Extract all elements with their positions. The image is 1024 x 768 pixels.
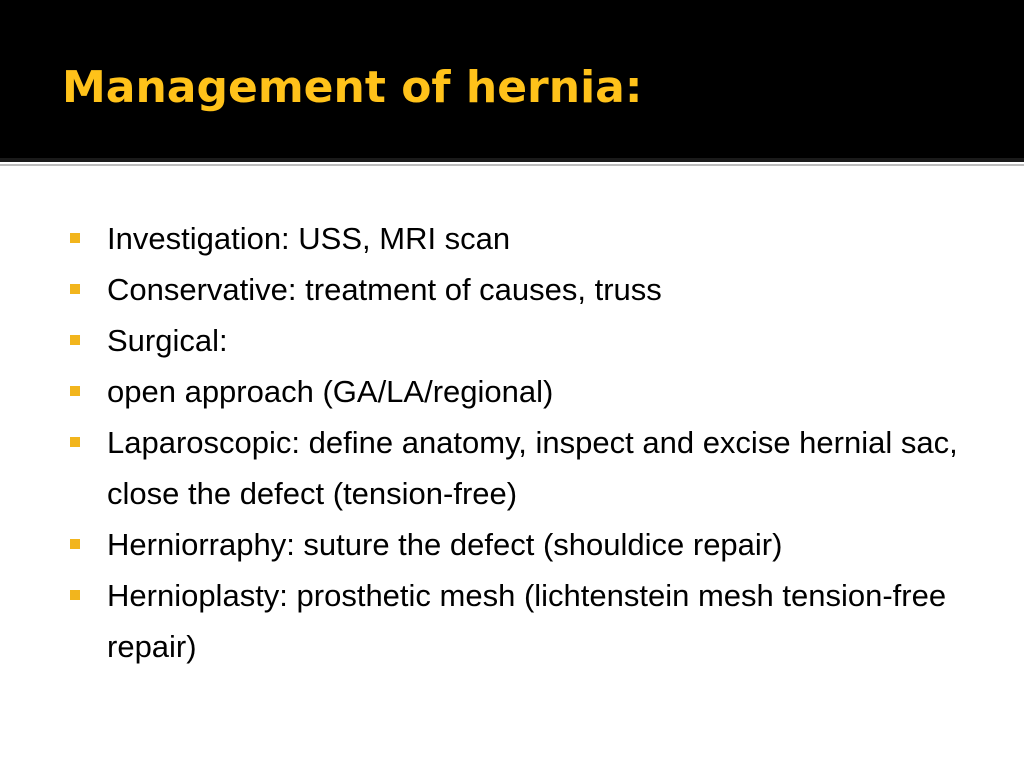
square-bullet-icon	[70, 386, 80, 396]
bullet-list	[70, 213, 980, 672]
bullet-text: Investigation: USS, MRI scan	[107, 221, 511, 256]
bullet-text: Surgical:	[107, 323, 228, 358]
bullet-text: Conservative: treatment of causes, truss	[107, 272, 662, 307]
bullet-item	[70, 264, 980, 315]
square-bullet-icon	[70, 539, 80, 549]
title-band	[0, 0, 1024, 158]
square-bullet-icon	[70, 284, 80, 294]
bullet-item	[70, 519, 980, 570]
bullet-item	[70, 213, 980, 264]
bullet-text: Laparoscopic: define anatomy, inspect and excise hernial sac, close the defect (tension-free)	[107, 425, 958, 511]
slide-title: Management of hernia:	[62, 62, 643, 113]
bullet-item	[70, 417, 980, 519]
bullet-text: Herniorraphy: suture the defect (shouldice repair)	[107, 527, 783, 562]
bullet-item	[70, 366, 980, 417]
square-bullet-icon	[70, 233, 80, 243]
bullet-item	[70, 570, 980, 672]
title-divider-dark	[0, 158, 1024, 162]
square-bullet-icon	[70, 590, 80, 600]
bullet-item	[70, 315, 980, 366]
bullet-text: open approach (GA/LA/regional)	[107, 374, 554, 409]
square-bullet-icon	[70, 335, 80, 345]
square-bullet-icon	[70, 437, 80, 447]
bullet-text: Hernioplasty: prosthetic mesh (lichtenstein mesh tension-free repair)	[107, 578, 947, 664]
title-divider-light	[0, 164, 1024, 166]
